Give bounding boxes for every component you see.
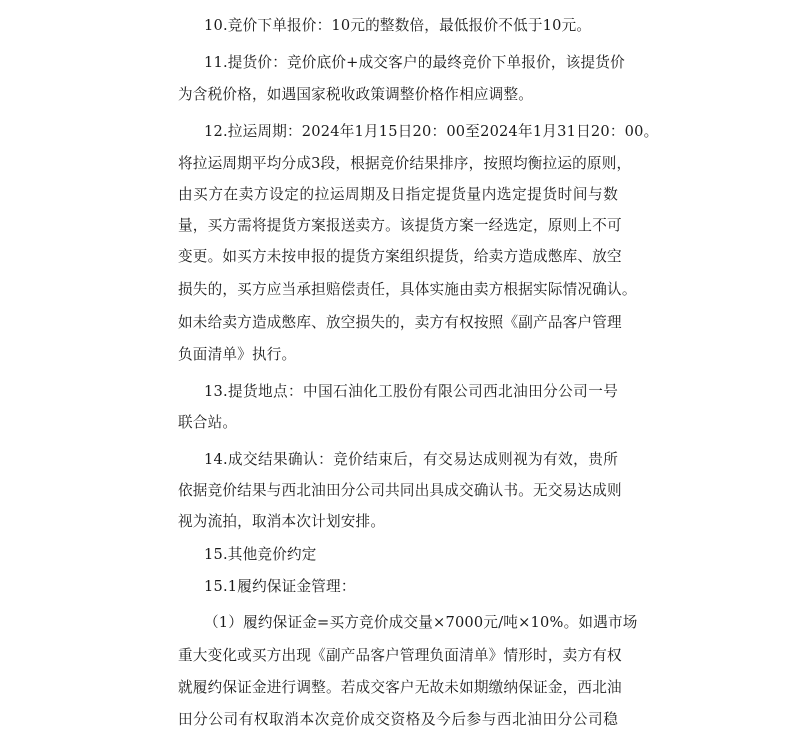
item-12-haul-period-cont-2: 由买方在卖方设定的拉运周期及日指定提货量内选定提货时间与数 xyxy=(178,186,618,203)
item-11-pickup-price: 11.提货价：竞价底价+成交客户的最终竞价下单报价，该提货价 xyxy=(204,54,625,71)
item-12-haul-period: 12.拉运周期：2024年1月15日20：00至2024年1月31日20：00。 xyxy=(204,123,659,140)
item-10-bid-price: 10.竞价下单报价：10元的整数倍，最低报价不低于10元。 xyxy=(204,17,592,34)
item-15-other-terms: 15.其他竞价约定 xyxy=(204,546,317,563)
item-15-1-1-deposit-formula-cont-2: 就履约保证金进行调整。若成交客户无故未如期缴纳保证金，西北油 xyxy=(178,679,622,696)
item-14-result-confirmation: 14.成交结果确认：竞价结束后，有交易达成则视为有效，贵所 xyxy=(204,451,618,468)
item-12-haul-period-cont-5: 损失的，买方应当承担赔偿责任，具体实施由卖方根据实际情况确认。 xyxy=(178,281,637,298)
item-12-haul-period-cont-1: 将拉运周期平均分成3段，根据竞价结果排序，按照均衡拉运的原则， xyxy=(178,155,632,172)
item-11-pickup-price-cont: 为含税价格，如遇国家税收政策调整价格作相应调整。 xyxy=(178,86,534,103)
item-12-haul-period-cont-6: 如未给卖方造成憋库、放空损失的，卖方有权按照《副产品客户管理 xyxy=(178,314,622,331)
item-14-result-confirmation-cont-1: 依据竞价结果与西北油田分公司共同出具成交确认书。无交易达成则 xyxy=(178,482,622,499)
item-15-1-1-deposit-formula: （1）履约保证金=买方竞价成交量×7000元/吨×10%。如遇市场 xyxy=(204,614,638,631)
item-12-haul-period-cont-3: 量，买方需将提货方案报送卖方。该提货方案一经选定，原则上不可 xyxy=(178,217,622,234)
item-13-pickup-location-cont: 联合站。 xyxy=(178,414,238,431)
item-12-haul-period-cont-7: 负面清单》执行。 xyxy=(178,346,297,363)
item-15-1-deposit-management: 15.1履约保证金管理： xyxy=(204,578,356,595)
item-14-result-confirmation-cont-2: 视为流拍，取消本次计划安排。 xyxy=(178,513,386,530)
item-12-haul-period-cont-4: 变更。如买方未按申报的提货方案组织提货，给卖方造成憋库、放空 xyxy=(178,248,622,265)
item-13-pickup-location: 13.提货地点：中国石油化工股份有限公司西北油田分公司一号 xyxy=(204,383,618,400)
item-15-1-1-deposit-formula-cont-3: 田分公司有权取消本次竞价成交资格及今后参与西北油田分公司稳 xyxy=(178,711,618,728)
item-15-1-1-deposit-formula-cont-1: 重大变化或买方出现《副产品客户管理负面清单》情形时，卖方有权 xyxy=(178,647,622,664)
